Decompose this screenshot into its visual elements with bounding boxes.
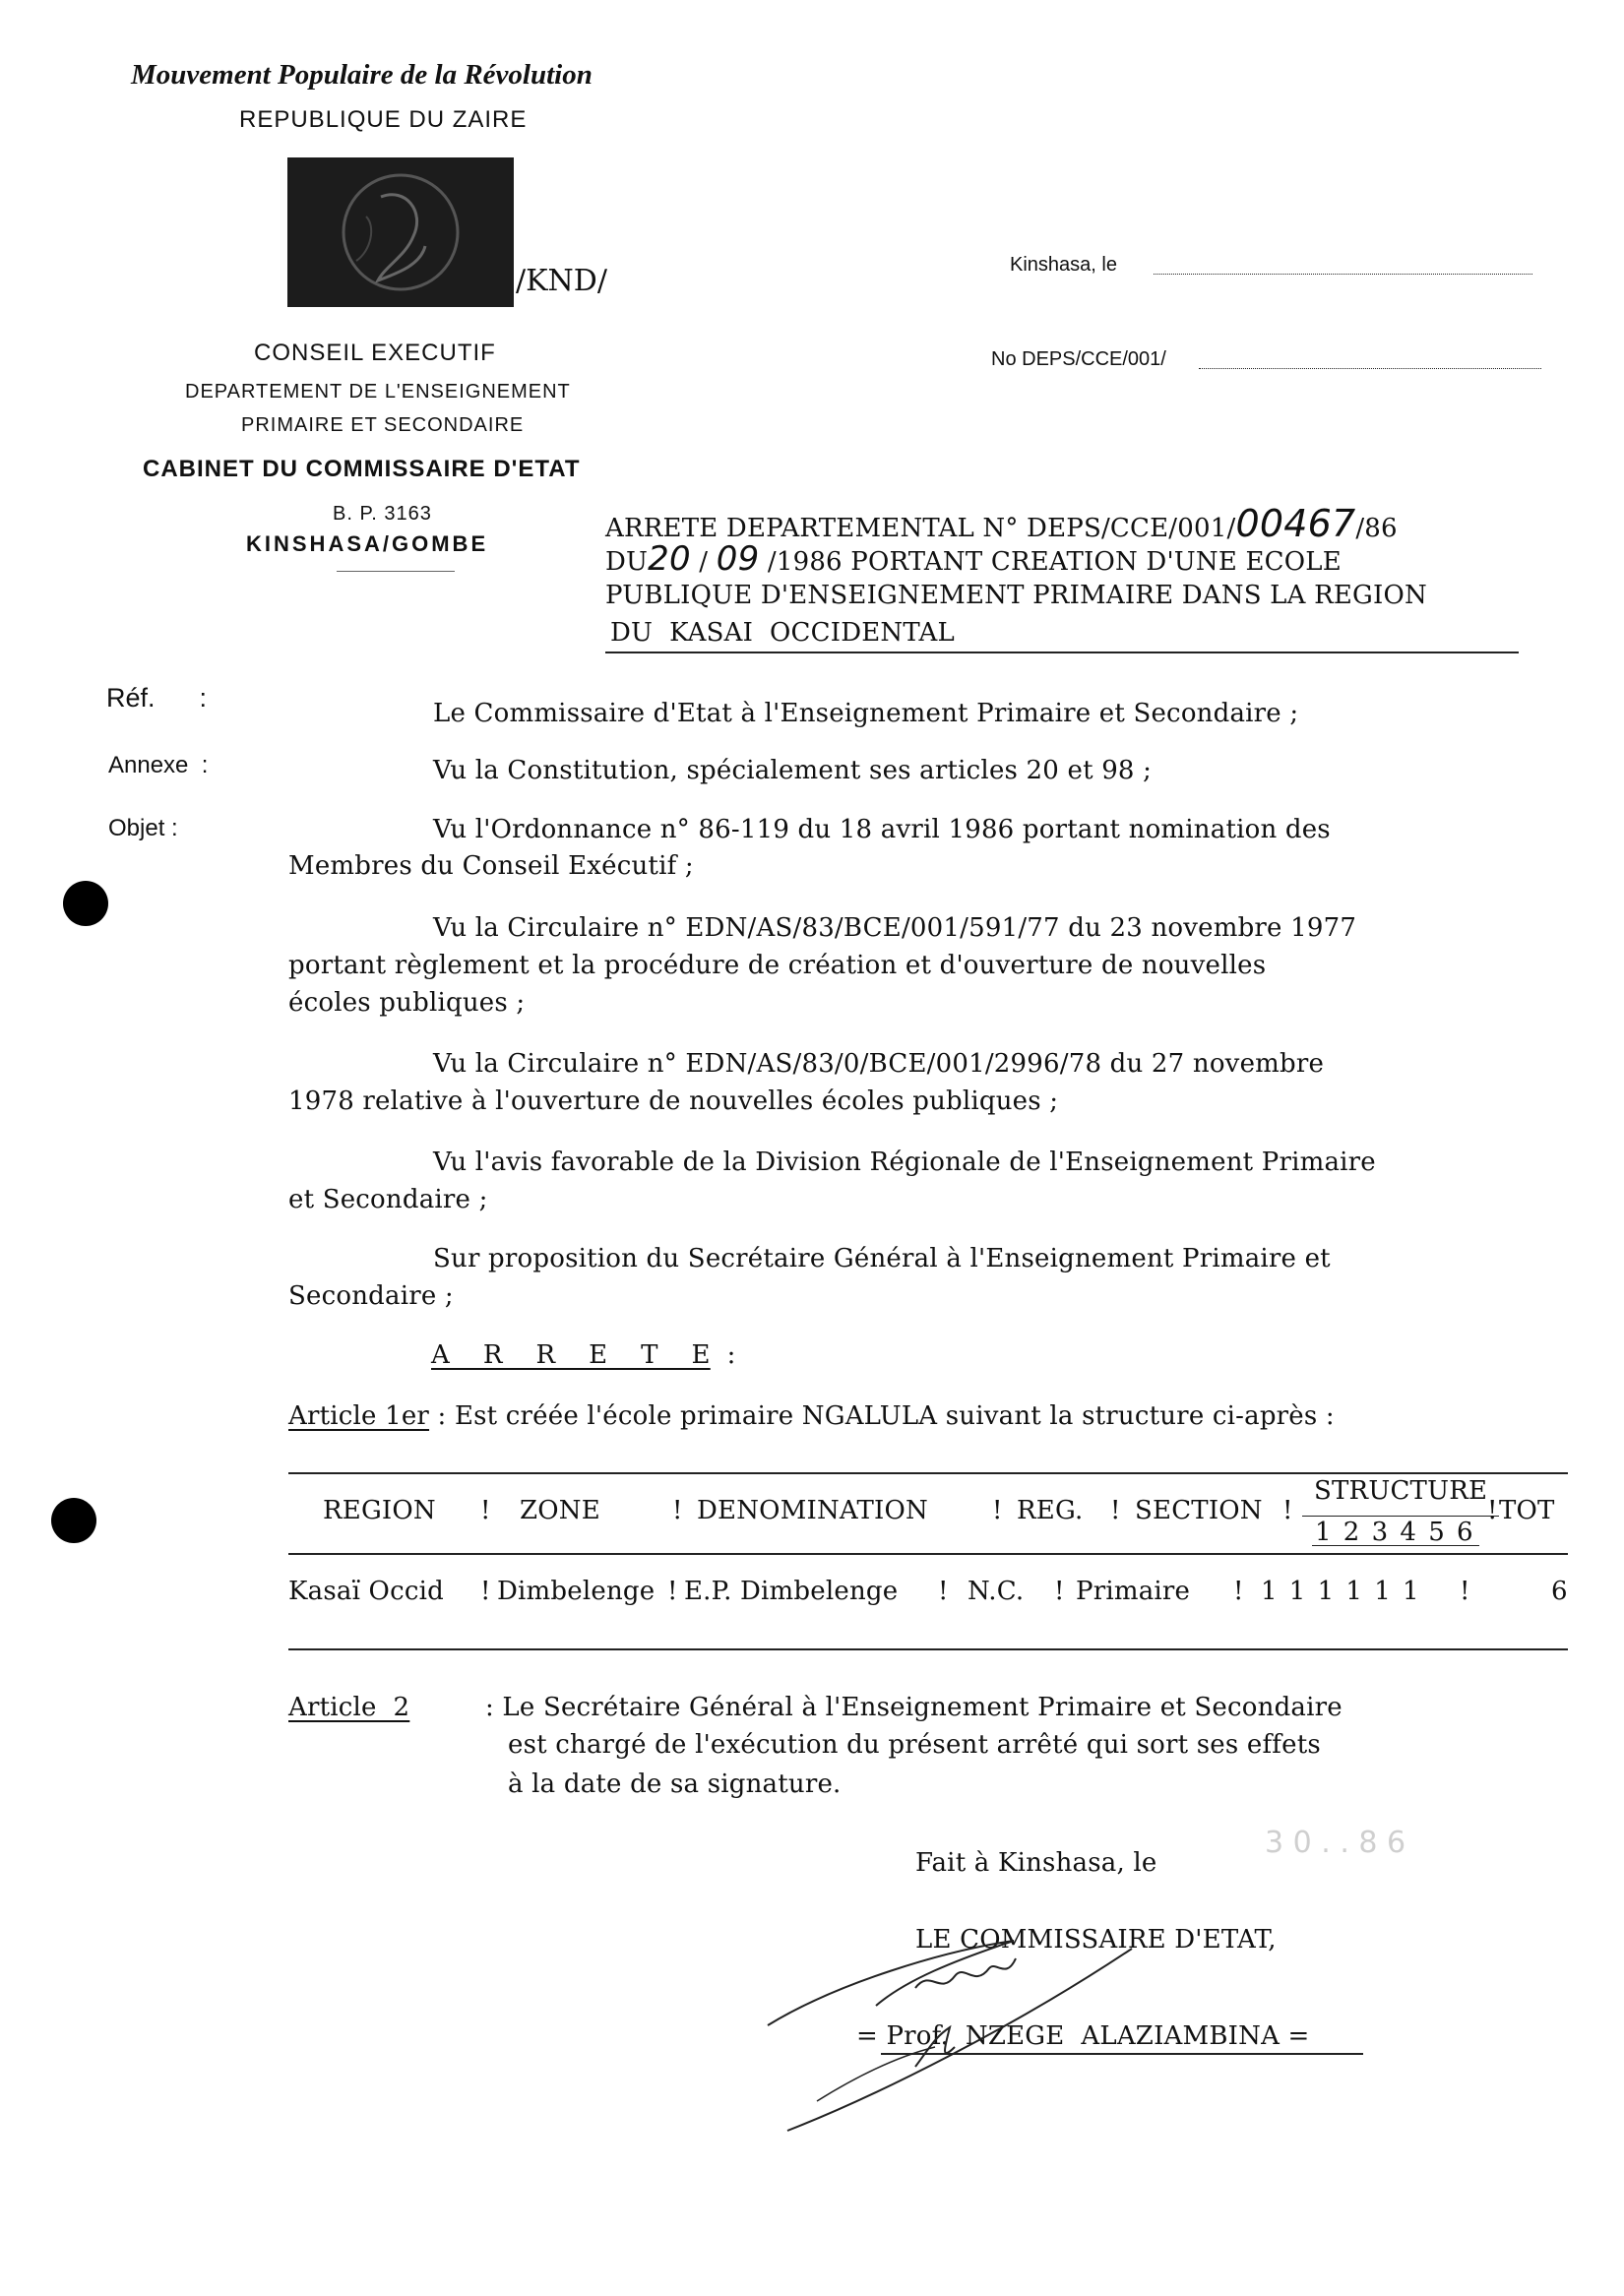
handwritten-number: 00467 — [1235, 502, 1356, 545]
title-line-2: DU20 / 09 /1986 PORTANT CREATION D'UNE ECOLE — [605, 539, 1342, 579]
date-stamp-icon — [1260, 1819, 1471, 1868]
proposal-line-1: Sur proposition du Secrétaire Général à l'Enseignement Primaire et — [433, 1244, 1331, 1273]
article-2-line-3: à la date de sa signature. — [508, 1769, 842, 1799]
article-2-line-2: est chargé de l'exécution du présent arrêté qui sort ses effets — [508, 1730, 1321, 1760]
department-line-1: DEPARTEMENT DE L'ENSEIGNEMENT — [185, 381, 571, 403]
circular-1-line-3: écoles publiques ; — [288, 988, 526, 1018]
annexe-label: Annexe : — [108, 752, 209, 778]
council-name: CONSEIL EXECUTIF — [254, 340, 496, 366]
header-section: SECTION — [1135, 1496, 1263, 1525]
title-line-4: DU KASAI OCCIDENTAL — [610, 618, 955, 648]
structure-underline — [1312, 1545, 1479, 1546]
commissioner-line: Le Commissaire d'Etat à l'Enseignement Primaire et Secondaire ; — [433, 699, 1299, 728]
header-tot: TOT — [1499, 1496, 1555, 1525]
table-header-rule — [288, 1553, 1568, 1555]
article-2-line-1: : Le Secrétaire Général à l'Enseignement Primaire et Secondaire — [485, 1693, 1343, 1722]
cell-section: Primaire — [1076, 1577, 1191, 1606]
structure-levels: 1 2 3 4 5 6 — [1315, 1518, 1475, 1547]
cell-denomination: E.P. Dimbelenge — [684, 1577, 899, 1606]
header-structure: STRUCTURE — [1314, 1476, 1488, 1506]
movement-name: Mouvement Populaire de la Révolution — [131, 59, 593, 91]
department-line-2: PRIMAIRE ET SECONDAIRE — [241, 414, 525, 436]
signatory-name: = Prof. NZEGE ALAZIAMBINA = — [856, 2021, 1310, 2051]
punch-hole-2 — [51, 1498, 96, 1543]
title-suffix: /86 — [1355, 514, 1398, 543]
circular-1-line-1: Vu la Circulaire n° EDN/AS/83/BCE/001/591/77 du 23 novembre 1977 — [433, 913, 1357, 943]
title-rule — [605, 652, 1519, 653]
table-top-rule — [288, 1472, 1568, 1474]
article-2-label-text: Article 2 — [288, 1693, 410, 1722]
ordinance-line-2: Membres du Conseil Exécutif ; — [288, 851, 694, 881]
svg-text:3 0 . . 8 6: 3 0 . . 8 6 — [1265, 1826, 1406, 1860]
circular-2-line-2: 1978 relative à l'ouverture de nouvelles écoles publiques ; — [288, 1086, 1059, 1116]
header-region: REGION — [323, 1496, 436, 1525]
opinion-line-1: Vu l'avis favorable de la Division Régionale de l'Enseignement Primaire — [433, 1148, 1376, 1177]
article-1-label: Article 1er — [288, 1401, 430, 1431]
national-seal — [287, 157, 514, 307]
opinion-line-2: et Secondaire ; — [288, 1185, 488, 1214]
po-box: B. P. 3163 — [333, 503, 432, 525]
header-reg: REG. — [1017, 1496, 1084, 1525]
arrete-colon: : — [726, 1340, 736, 1370]
article-1-text: : Est créée l'école primaire NGALULA suivant la structure ci-après : — [437, 1401, 1335, 1431]
handwritten-month: 09 — [716, 539, 760, 579]
place-label: Kinshasa, le — [1010, 254, 1117, 276]
seal-reference: /KND/ — [516, 264, 607, 298]
circular-2-line-1: Vu la Circulaire n° EDN/AS/83/0/BCE/001/2996/78 du 27 novembre — [433, 1049, 1325, 1079]
constitution-line: Vu la Constitution, spécialement ses articles 20 et 98 ; — [433, 756, 1153, 785]
proposal-line-2: Secondaire ; — [288, 1281, 454, 1311]
date-prefix: DU — [605, 547, 649, 577]
cabinet-name: CABINET DU COMMISSAIRE D'ETAT — [143, 456, 581, 482]
handwritten-day: 20 — [648, 539, 691, 579]
reference-blank-line — [1199, 368, 1541, 369]
cell-structure: 1 1 1 1 1 1 — [1261, 1577, 1421, 1606]
header-zone: ZONE — [520, 1496, 600, 1525]
commissioner-title: LE COMMISSAIRE D'ETAT, — [915, 1925, 1277, 1955]
ref-label: Réf. : — [106, 683, 208, 713]
done-at: Fait à Kinshasa, le — [915, 1848, 1157, 1878]
table-header-row: REGION ! ZONE ! DENOMINATION ! REG. ! SECTION ! STRUCTURE 1 2 3 4 5 6 ! TOT — [323, 1476, 1555, 1547]
cell-region: Kasaï Occid — [288, 1577, 444, 1606]
handwritten-signature-icon — [758, 1890, 1211, 2136]
ordinance-line-1: Vu l'Ordonnance n° 86-119 du 18 avril 1986 portant nomination des — [433, 815, 1331, 844]
table-row: Kasaï Occid ! Dimbelenge ! E.P. Dimbelenge ! N.C. ! Primaire ! 1 1 1 1 1 1 ! 6 — [288, 1577, 1568, 1606]
title-line-3: PUBLIQUE D'ENSEIGNEMENT PRIMAIRE DANS LA REGION — [605, 581, 1427, 610]
arrete-word: A R R E T E — [431, 1340, 711, 1370]
structure-divider — [1302, 1516, 1499, 1517]
objet-label: Objet : — [108, 815, 178, 841]
cell-tot: 6 — [1551, 1577, 1568, 1606]
republic-name: REPUBLIQUE DU ZAIRE — [239, 106, 528, 133]
city: KINSHASA/GOMBE — [246, 531, 489, 556]
article-1 — [288, 1401, 1335, 1431]
table-bottom-rule — [288, 1648, 1568, 1650]
circular-1-line-2: portant règlement et la procédure de création et d'ouverture de nouvelles — [288, 951, 1267, 980]
punch-hole-1 — [63, 881, 108, 926]
reference-number-label: No DEPS/CCE/001/ — [991, 348, 1166, 370]
article-2-label — [288, 1693, 409, 1722]
cell-reg: N.C. — [968, 1577, 1025, 1606]
seal-emblem-icon — [287, 157, 514, 307]
date-suffix: /1986 PORTANT CREATION D'UNE ECOLE — [767, 547, 1342, 577]
arrete-heading — [431, 1340, 736, 1370]
title-prefix: ARRETE DEPARTEMENTAL N° DEPS/CCE/001/ — [605, 514, 1236, 543]
header-denomination: DENOMINATION — [697, 1496, 928, 1525]
cell-zone: Dimbelenge — [497, 1577, 656, 1606]
date-blank-line — [1154, 274, 1532, 275]
city-underline — [337, 571, 455, 572]
